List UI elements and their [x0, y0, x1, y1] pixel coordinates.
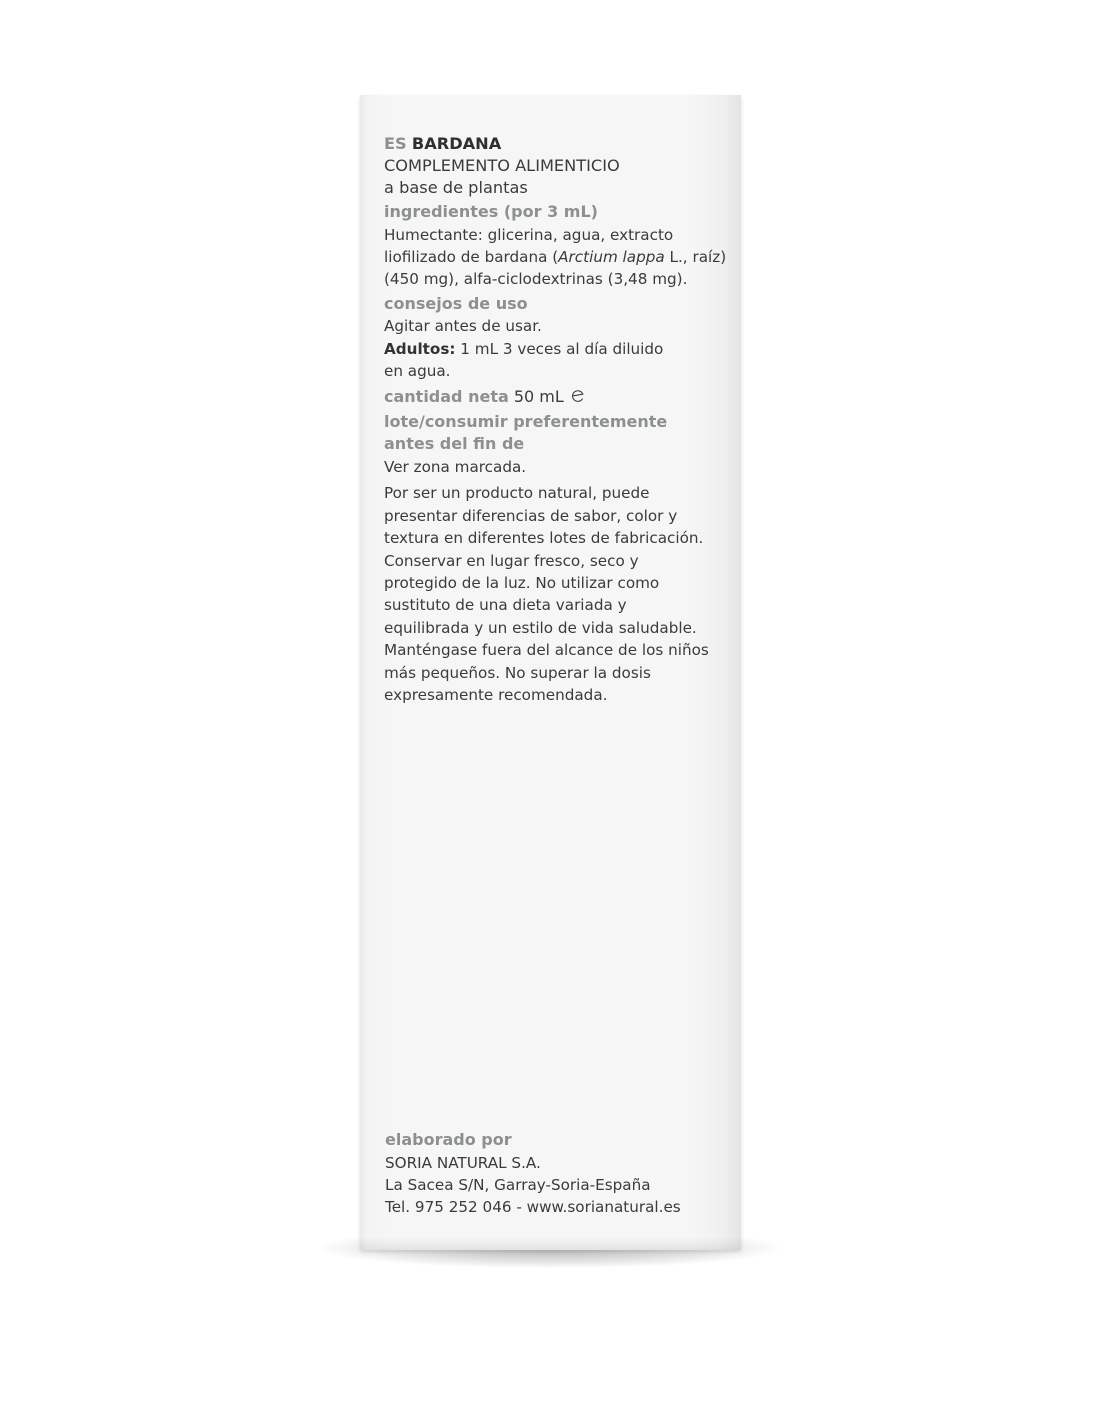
product-name: BARDANA — [411, 134, 502, 153]
net-quantity-value: 50 mL — [508, 387, 564, 407]
notice-line: Por ser un producto natural, puede — [384, 484, 650, 503]
adults-dose: 1 mL 3 veces al día diluido — [455, 339, 664, 358]
lot-heading: lote/consumir preferentemente — [384, 411, 668, 431]
estimated-sign-icon — [571, 389, 585, 403]
product-label — [384, 132, 734, 706]
manufacturer-name: SORIA NATURAL S.A. — [385, 1153, 541, 1172]
ingredients-text: liofilizado de bardana ( — [384, 247, 559, 266]
notice-block — [384, 482, 734, 706]
notice-line: equilibrada y un estilo de vida saludable. — [384, 618, 697, 637]
ingredients-line: (450 mg), alfa-ciclodextrinas (3,48 mg). — [384, 270, 688, 289]
notice-line: sustituto de una dieta variada y — [384, 596, 627, 615]
notice-line: protegido de la luz. No utilizar como — [384, 573, 660, 592]
manufacturer-contact: Tel. 975 252 046 - www.sorianatural.es — [385, 1198, 681, 1217]
lot-heading-continued: antes del fin de — [384, 434, 525, 454]
ingredients-heading: ingredientes (por 3 mL) — [384, 202, 598, 221]
net-quantity-label: cantidad neta — [384, 387, 509, 407]
ingredients-text: L., raíz) — [664, 247, 727, 266]
usage-heading: consejos de uso — [384, 293, 528, 313]
manufacturer-block — [385, 1127, 735, 1219]
notice-line: textura en diferentes lotes de fabricación. — [384, 529, 704, 548]
product-title — [384, 132, 734, 155]
usage-line — [384, 338, 734, 360]
notice-line: presentar diferencias de sabor, color y — [384, 506, 678, 525]
language-code: ES — [384, 134, 407, 153]
usage-line: Agitar antes de usar. — [384, 317, 542, 336]
product-category-detail: a base de plantas — [384, 178, 528, 197]
notice-line: Conservar en lugar fresco, seco y — [384, 551, 639, 570]
ingredients-line: Humectante: glicerina, agua, extracto — [384, 225, 674, 244]
notice-line: más pequeños. No superar la dosis — [384, 663, 651, 682]
usage-line: en agua. — [384, 362, 451, 381]
manufacturer-address: La Sacea S/N, Garray-Soria-España — [385, 1175, 651, 1194]
notice-line: Manténgase fuera del alcance de los niños — [384, 641, 709, 660]
notice-line: expresamente recomendada. — [384, 686, 608, 704]
ingredients-line — [384, 246, 734, 268]
latin-name: Arctium lappa — [558, 247, 665, 266]
product-category: COMPLEMENTO ALIMENTICIO — [384, 156, 620, 175]
adults-label: Adultos: — [384, 339, 456, 358]
manufacturer-heading: elaborado por — [385, 1130, 512, 1149]
lot-text: Ver zona marcada. — [384, 457, 527, 476]
net-quantity — [384, 386, 734, 409]
box-bottom-edge — [360, 1237, 741, 1250]
